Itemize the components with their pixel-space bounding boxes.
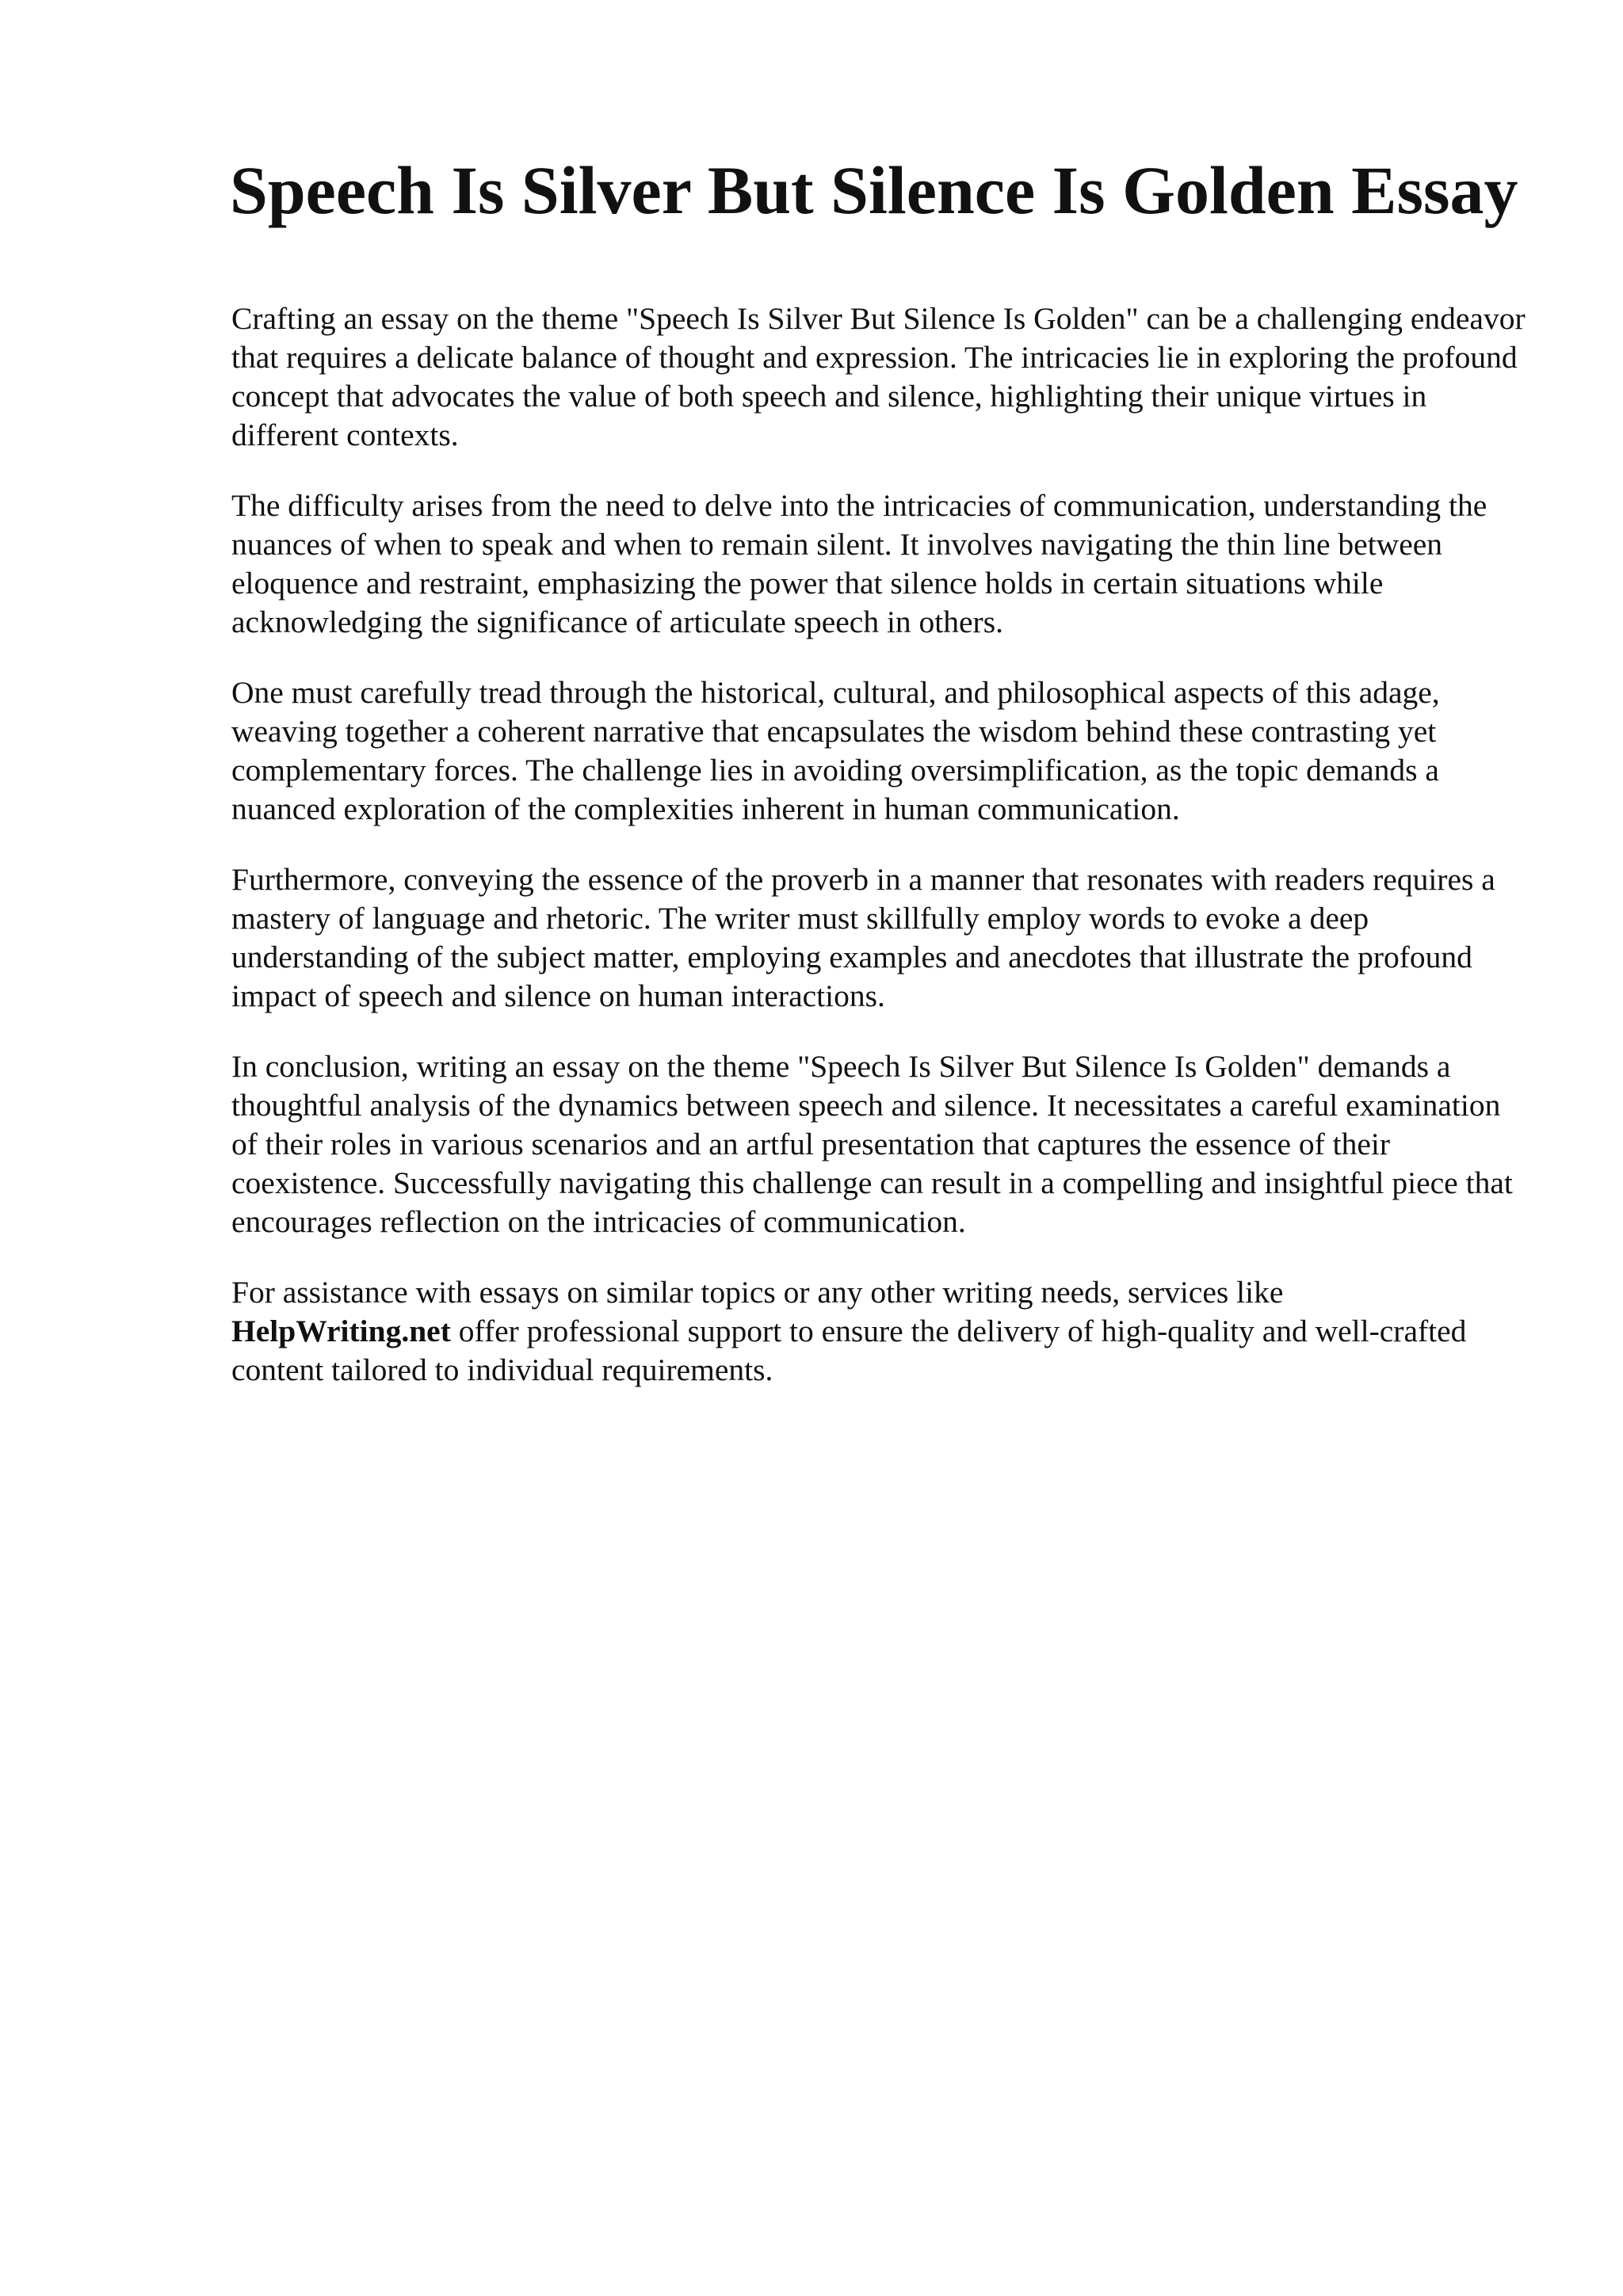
closing-paragraph [231,1273,1531,1390]
paragraph-4: Furthermore, conveying the essence of the proverb in a manner that resonates with readers requires a mastery of language and rhetoric. The writer must skillfully employ words to evoke a deep understanding of the subject matter, employing examples and anecdotes that illustrate the profound impact of speech and silence on human interactions. [231,862,1495,1013]
closing-text-before: For assistance with essays on similar topics or any other writing needs, services like [231,1275,1284,1310]
paragraph-2: The difficulty arises from the need to delve into the intricacies of communication, understanding the nuances of when to speak and when to remain silent. It involves navigating the thin line between eloquence and restraint, emphasizing the power that silence holds in certain situations while acknowledging the significance of articulate speech in others. [231,488,1487,639]
page-title: Speech Is Silver But Silence Is Golden Essay [230,152,1518,228]
paragraph-1: Crafting an essay on the theme "Speech Is Silver But Silence Is Golden" can be a challenging endeavor that requires a delicate balance of thought and expression. The intricacies lie in exploring the profound concept that advocates the value of both speech and silence, highlighting their unique virtues in different contexts. [231,301,1526,452]
essay-body [231,299,1531,1421]
closing-text-after: offer professional support to ensure the delivery of high-quality and well-crafted content tailored to individual requirements. [231,1314,1467,1387]
paragraph-3: One must carefully tread through the historical, cultural, and philosophical aspects of this adage, weaving together a coherent narrative that encapsulates the wisdom behind these contrasting yet complementary forces. The challenge lies in avoiding oversimplification, as the topic demands a nuanced exploration of the complexities inherent in human communication. [231,675,1440,826]
brand-name: HelpWriting.net [231,1314,451,1348]
paragraph-5: In conclusion, writing an essay on the theme "Speech Is Silver But Silence Is Golden" demands a thoughtful analysis of the dynamics between speech and silence. It necessitates a careful examination of their roles in various scenarios and an artful presentation that captures the essence of their coexistence. Successfully navigating this challenge can result in a compelling and insightful piece that encourages reflection on the intricacies of communication. [231,1049,1513,1239]
